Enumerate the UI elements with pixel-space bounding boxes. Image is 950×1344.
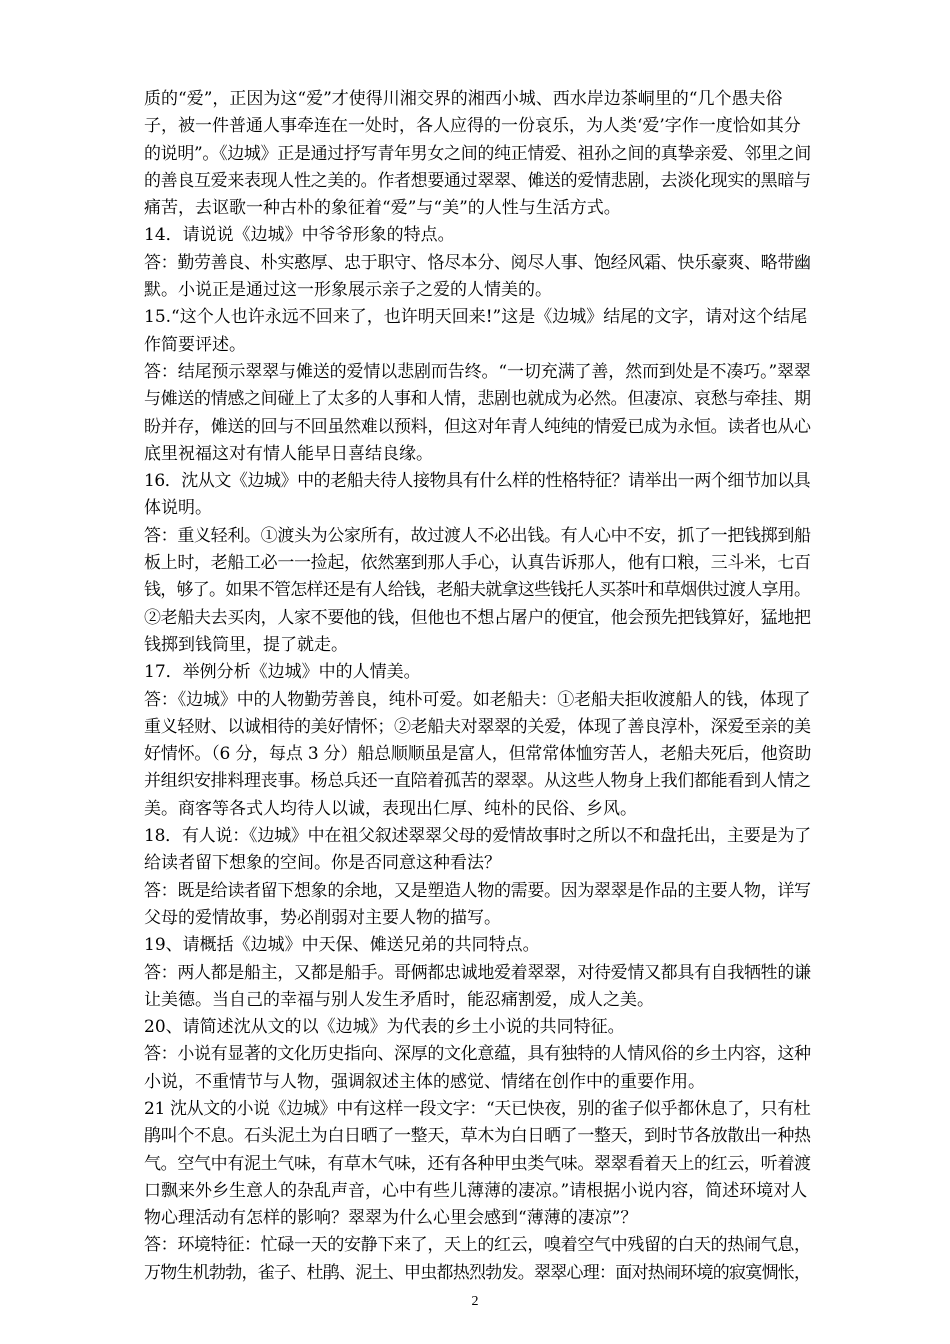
document-body <box>144 86 811 1287</box>
text-line: 15.“这个人也许永远不回来了，也许明天回来!”这是《边城》结尾的文字，请对这个结尾 <box>144 307 808 328</box>
text-line: 钱掷到钱筒里，提了就走。 <box>144 634 348 655</box>
text-line: 答：两人都是船主，又都是船手。哥俩都忠诚地爱着翠翠，对待爱情又都具有自我牺牲的谦 <box>144 962 811 983</box>
text-line: 16．沈从文《边城》中的老船夫待人接物具有什么样的性格特征？请举出一两个细节加以具 <box>144 471 811 492</box>
text-line: 的善良互爱来表现人性之美的。作者想要通过翠翠、傩送的爱情悲剧，去淡化现实的黑暗与 <box>144 170 811 191</box>
text-line: 板上时，老船工必一一捡起，依然塞到那人手心，认真告诉那人，他有口粮，三斗米，七百 <box>144 553 811 574</box>
text-line: 答：《边城》中的人物勤劳善良，纯朴可爱。如老船夫：①老船夫拒收渡船人的钱，体现了 <box>144 689 811 710</box>
text-line: 物心理活动有怎样的影响？翠翠为什么心里会感到“薄薄的凄凉”？ <box>144 1208 638 1229</box>
text-line: 盼并存，傩送的回与不回虽然难以预料，但这对年青人纯纯的情爱已成为永恒。读者也从心 <box>144 416 811 437</box>
text-line: 17．举例分析《边城》中的人情美。 <box>144 662 421 683</box>
text-line: 让美德。当自己的幸福与别人发生矛盾时，能忍痛割爱，成人之美。 <box>144 989 654 1010</box>
text-line: 质的“爱”，正因为这“爱”才使得川湘交界的湘西小城、西水岸边茶峒里的“几个愚夫俗 <box>144 89 783 109</box>
text-line: 鹃叫个不息。石头泥土为白日晒了一整天，草木为白日晒了一整天，到时节各放散出一种热 <box>144 1126 811 1147</box>
text-line: 子，被一件普通人事牵连在一处时，各人应得的一份哀乐，为人类‘爱’字作一度恰如其分 <box>144 116 801 137</box>
text-line: 答：小说有显著的文化历史指向、深厚的文化意蕴，具有独特的人情风俗的乡土内容，这种 <box>144 1044 811 1065</box>
text-line: 痛苦，去讴歌一种古朴的象征着“爱”与“美”的人性与生活方式。 <box>144 198 621 219</box>
text-line: 父母的爱情故事，势必削弱对主要人物的描写。 <box>144 907 501 928</box>
text-line: 答：结尾预示翠翠与傩送的爱情以悲剧而告终。“一切充满了善，然而到处是不凑巧。”翠翠 <box>144 361 811 382</box>
text-line: 底里祝福这对有情人能早日喜结良缘。 <box>144 443 433 464</box>
text-line: 小说，不重情节与人物，强调叙述主体的感觉、情绪在创作中的重要作用。 <box>144 1071 705 1092</box>
text-line: 答：重义轻利。①渡头为公家所有，故过渡人不必出钱。有人心中不安，抓了一把钱掷到船 <box>144 525 811 546</box>
text-line: 答：既是给读者留下想象的余地，又是塑造人物的需要。因为翠翠是作品的主要人物，详写 <box>144 880 811 901</box>
text-line: 口飘来外乡生意人的杂乱声音，心中有些儿薄薄的凄凉。”请根据小说内容，简述环境对人 <box>144 1180 808 1201</box>
text-line: 钱，够了。如果不管怎样还是有人给钱，老船夫就拿这些钱托人买茶叶和草烟供过渡人享用。 <box>144 580 811 601</box>
text-line: 重义轻财、以诚相待的美好情怀；②老船夫对翠翠的关爱，体现了善良淳朴，深爱至亲的美 <box>144 716 811 737</box>
text-line: 万物生机勃勃，雀子、杜鹃、泥土、甲虫都热烈勃发。翠翠心理：面对热闹环境的寂寞惆怅， <box>144 1262 811 1283</box>
text-line: 21 沈从文的小说《边城》中有这样一段文字：“天已快夜，别的雀子似乎都休息了，只有杜 <box>144 1098 811 1119</box>
text-line: 美。商客等各式人均待人以诚，表现出仁厚、纯朴的民俗、乡风。 <box>144 798 637 819</box>
text-line: 默。小说正是通过这一形象展示亲子之爱的人情美的。 <box>144 280 552 301</box>
text-line: 与傩送的情感之间碰上了太多的人事和人情，悲剧也就成为必然。但凄凉、哀愁与牵挂、期 <box>144 389 811 410</box>
text-line: 答：勤劳善良、朴实憨厚、忠于职守、恪尽本分、阅尽人事、饱经风霜、快乐豪爽、略带幽 <box>144 252 811 273</box>
text-line: 作简要评述。 <box>144 334 246 355</box>
text-line: 给读者留下想象的空间。你是否同意这种看法？ <box>144 853 501 874</box>
text-line: 20、请简述沈从文的以《边城》为代表的乡土小说的共同特征。 <box>144 1017 625 1038</box>
text-line: 气。空气中有泥土气味，有草木气味，还有各种甲虫类气味。翠翠看着天上的红云，听着渡 <box>144 1153 811 1174</box>
text-line: 并组织安排料理丧事。杨总兵还一直陪着孤苦的翠翠。从这些人物身上我们都能看到人情之 <box>144 771 811 792</box>
text-line: 体说明。 <box>144 498 212 519</box>
text-line: 18．有人说：《边城》中在祖父叙述翠翠父母的爱情故事时之所以不和盘托出，主要是为了 <box>144 826 811 847</box>
text-line: 答：环境特征：忙碌一天的安静下来了，天上的红云，嗅着空气中残留的白天的热闹气息， <box>144 1235 811 1256</box>
text-line: 14．请说说《边城》中爷爷形象的特点。 <box>144 225 455 246</box>
text-line: ②老船夫去买肉，人家不要他的钱，但他也不想占屠户的便宜，他会预先把钱算好，猛地把 <box>144 607 811 628</box>
text-line: 19、请概括《边城》中天保、傩送兄弟的共同特点。 <box>144 935 540 956</box>
text-line: 好情怀。（6 分，每点 3 分）船总顺顺虽是富人，但常常体恤穷苦人，老船夫死后，他资助 <box>144 744 811 765</box>
text-line: 的说明”。《边城》正是通过抒写青年男女之间的纯正情爱、祖孙之间的真挚亲爱、邻里之间 <box>144 143 811 164</box>
page-number: 2 <box>471 1294 479 1309</box>
